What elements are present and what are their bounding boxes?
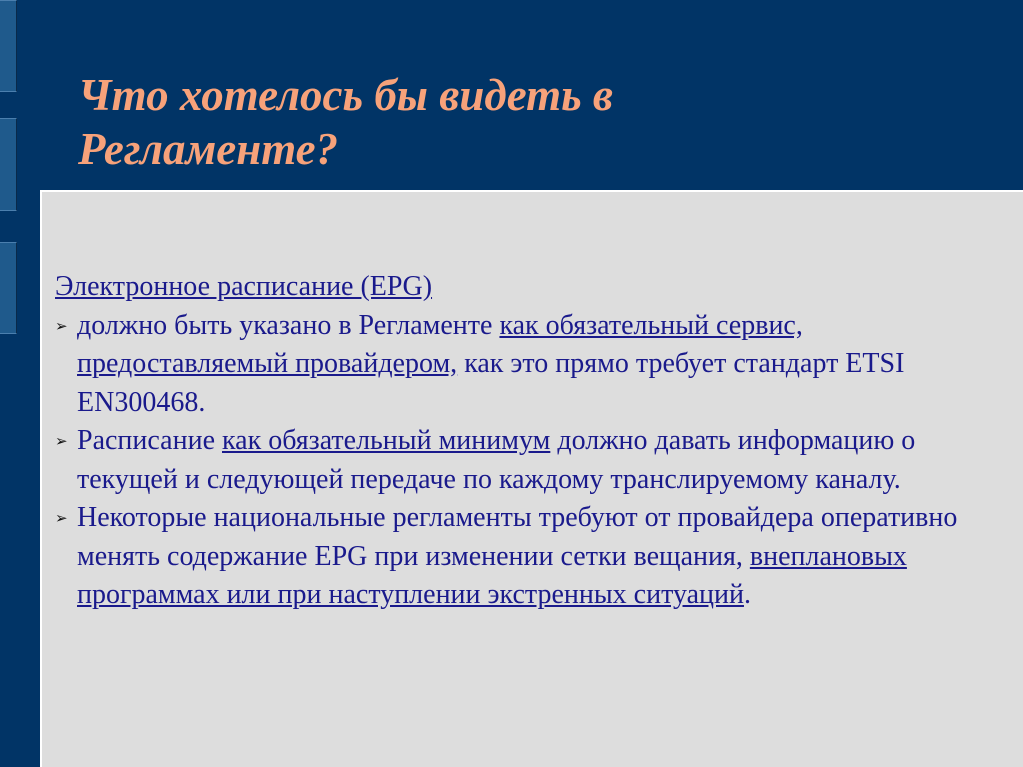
slide-title-line-1: Что хотелось бы видеть в	[78, 70, 614, 120]
side-decoration-bar	[0, 118, 17, 211]
chevron-right-icon: ➢	[55, 316, 68, 335]
bullet-list	[55, 307, 1005, 615]
bullet-text: Некоторые национальные регламенты требуют от провайдера оперативно менять содержание EPG при изменении сетки вещания,	[77, 502, 958, 572]
bullet-text: .	[743, 579, 751, 610]
bullet-text: Расписание	[77, 425, 222, 456]
chevron-right-icon: ➢	[55, 509, 68, 527]
bullet-text: как это прямо требует стандарт ETSI EN300468.	[77, 348, 905, 418]
slide-title-line-2: Регламенте?	[78, 124, 339, 174]
unscheduled-programs-link[interactable]: внеплановых программах или при наступлении экстренных ситуаций	[77, 540, 907, 610]
content-heading[interactable]	[55, 268, 1005, 307]
epg-heading-link[interactable]: Электронное расписание (EPG)	[55, 271, 433, 302]
bullet-item-mandatory-service	[55, 307, 1005, 423]
bullet-item-minimum	[55, 422, 1005, 499]
bullet-text: должно давать информацию о текущей и следующей передаче по каждому транслируемому каналу.	[77, 425, 916, 495]
bullet-text: должно быть указано в Регламенте	[77, 309, 500, 341]
side-decoration-bar	[0, 0, 17, 92]
slide-body	[55, 268, 1005, 615]
chevron-right-icon: ➢	[55, 432, 68, 450]
bullet-item-national-regulations	[55, 499, 1005, 615]
slide-title	[78, 68, 978, 176]
side-decoration-bar	[0, 242, 17, 334]
mandatory-service-link[interactable]: как обязательный сервис, предоставляемый провайдером,	[77, 309, 803, 379]
mandatory-minimum-link[interactable]: как обязательный минимум	[222, 425, 551, 456]
